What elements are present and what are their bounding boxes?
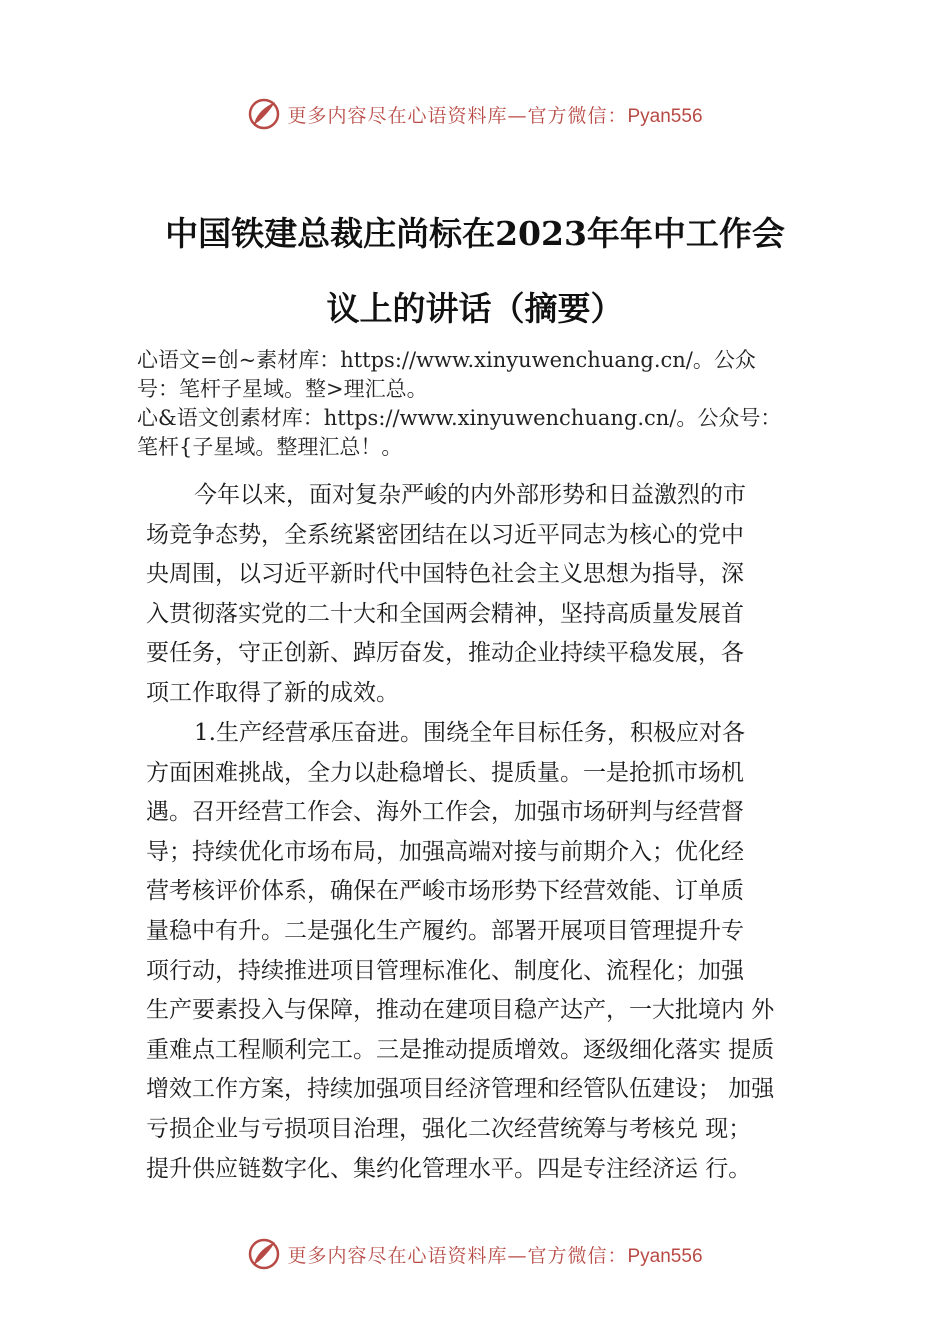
- watermark-banner-top: [0, 94, 950, 134]
- paragraph-line: 项工作取得了新的成效。: [146, 679, 399, 706]
- body-paragraph-1: [146, 476, 746, 714]
- watermark-id: Pyan556: [627, 105, 703, 127]
- body-paragraph-2: [146, 714, 774, 1189]
- source-line: 号：笔杆子星域。整>理汇总。: [137, 377, 428, 401]
- watermark-banner-bottom: [0, 1234, 950, 1274]
- paragraph-line: 营考核评价体系，确保在严峻市场形势下经营效能、订单质: [146, 878, 744, 905]
- paragraph-line: 方面困难挑战，全力以赴稳增长、提质量。一是抢抓市场机: [146, 759, 744, 786]
- paragraph-line: 提升供应链数字化、集约化管理水平。四是专注经济运 行。: [146, 1155, 752, 1182]
- paragraph-line: 重难点工程顺利完工。三是推动提质增效。逐级细化落实 提质: [146, 1036, 775, 1063]
- paragraph-line: 要任务，守正创新、踔厉奋发，推动企业持续平稳发展，各: [146, 640, 744, 667]
- watermark-text: 更多内容尽在心语资料库—官方微信：Pyan556: [287, 1244, 703, 1267]
- paragraph-line: 生产要素投入与保障，推动在建项目稳产达产，一大批境内 外: [146, 997, 775, 1024]
- source-line: 心语文=创~素材库：https://www.xinyuwenchuang.cn/。公众: [137, 348, 756, 372]
- watermark-id: Pyan556: [627, 1245, 703, 1267]
- paragraph-line: 今年以来，面对复杂严峻的内外部形势和日益激烈的市: [194, 482, 746, 508]
- paragraph-line: 项行动，持续推进项目管理标准化、制度化、流程化；加强: [146, 957, 744, 984]
- paragraph-line: 央周围，以习近平新时代中国特色社会主义思想为指导，深: [146, 561, 744, 588]
- paragraph-line: 场竞争态势，全系统紧密团结在以习近平同志为核心的党中: [146, 521, 744, 548]
- paragraph-line: 入贯彻落实党的二十大和全国两会精神，坚持高质量发展首: [146, 600, 744, 627]
- source-line: 心&语文创素材库：https://www.xinyuwenchuang.cn/。公众号：: [137, 406, 782, 430]
- paragraph-line: 量稳中有升。二是强化生产履约。部署开展项目管理提升专: [146, 917, 744, 944]
- watermark-text: 更多内容尽在心语资料库—官方微信：Pyan556: [287, 104, 703, 127]
- pen-logo-icon: [247, 97, 281, 131]
- paragraph-line: 亏损企业与亏损项目治理，强化二次经营统筹与考核兑 现；: [146, 1115, 752, 1142]
- document-title-line-2: 议上的讲话（摘要）: [326, 289, 624, 328]
- paragraph-line: 1.生产经营承压奋进。围绕全年目标任务，积极应对各: [194, 720, 745, 746]
- document-title-line-1: 中国铁建总裁庄尚标在2023年年中工作会: [165, 214, 785, 253]
- paragraph-line: 导；持续优化市场布局，加强高端对接与前期介入；优化经: [146, 838, 744, 865]
- paragraph-line: 增效工作方案，持续加强项目经济管理和经管队伍建设； 加强: [146, 1076, 775, 1103]
- source-line: 笔杆{子星域。整理汇总！。: [137, 435, 403, 459]
- pen-logo-icon: [247, 1237, 281, 1271]
- paragraph-line: 遇。召开经营工作会、海外工作会，加强市场研判与经营督: [146, 799, 744, 826]
